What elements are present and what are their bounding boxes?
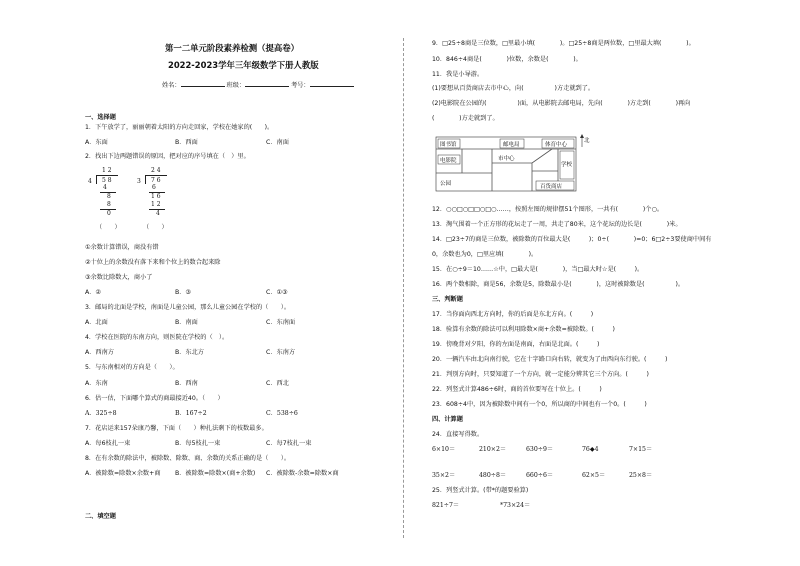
map-center: 市中心 [498,156,515,162]
calc-item: 62×5＝ [582,472,606,479]
q5-option-b[interactable]: B．西南 [175,380,198,387]
div2-divisor: 3 [137,178,141,185]
map-school: 学校 [561,162,573,168]
column-divider [403,38,404,538]
section-judge-heading: 三、判断题 [432,296,463,303]
question-17: 17．当你面向西北方向时，你的后面是东北方向。( ) [432,311,594,318]
q25-item-2: *73×24＝ [500,502,531,509]
question-10: 10．846÷4商是( )位数，余数是( )。 [432,56,582,63]
div1-step3: 8 [107,201,111,208]
question-5: 5．与东南相对的方向是（ ）。 [85,364,179,371]
div2-top-line [145,175,167,176]
question-11: 11．我是小导游。 [432,71,484,78]
q4-option-a[interactable]: A．西南方 [85,349,114,356]
div1-top-line [96,175,118,176]
div2-step2: 1 6 [151,193,161,200]
question-8: 8．在有余数的除法中，被除数、除数、商、余数的关系正确的是（ ）。 [85,455,291,462]
q1-option-a[interactable]: A．东面 [85,139,108,146]
div1-quotient: 1 2 [102,167,112,174]
page-subtitle: 2022-2023学年三年级数学下册人教版 [168,60,319,70]
div1-dividend: 5 8 [102,177,112,184]
question-25: 25．列竖式计算。(带*的题要验算) [432,487,529,494]
q1-option-b[interactable]: B．西面 [175,139,198,146]
q7-option-a[interactable]: A．每6枝扎一束 [85,440,131,447]
q2-option-c[interactable]: C．①③ [266,289,288,296]
question-22: 22．列竖式计算486÷6时，商的首位要写在十位上。( ) [432,386,602,393]
div2-dividend: 7 6 [151,177,161,184]
question-16: 16．两个数相除，商是56，余数是5，除数最小是( )，这时被除数是( )。 [432,281,685,288]
class-field[interactable] [245,80,289,87]
calc-item: 660÷6＝ [526,472,554,479]
name-label: 姓名： [162,82,181,89]
map-park: 公园 [440,181,452,187]
q8-option-a[interactable]: A．被除数=除数×余数+商 [85,470,161,477]
calc-item: 210×2＝ [479,446,507,453]
question-4: 4．学校在医院的东南方向，则医院在学校的（ ）。 [85,334,229,341]
q2-reason-1: ①余数计算错误，商没有错 [85,244,159,251]
q7-option-c[interactable]: C．每7枝扎一束 [266,440,312,447]
question-6: 6．估一估，下面哪个算式的商最接近40。（ ） [85,395,224,402]
div1-bracket [96,175,97,184]
q2-reason-2: ②十位上的余数没有落下来和个位上的数合起来除 [85,259,221,266]
q3-option-b[interactable]: B．南面 [175,319,198,326]
question-13: 13．淘气围着一个正方形的花坛走了一周，共走了80米，这个花坛的边长是( )米。 [432,221,682,228]
q8-option-c[interactable]: C．被除数-余数=除数×商 [266,470,339,477]
map-north: 北 [584,138,590,144]
div1-step4: 0 [107,210,111,217]
map-store: 百货商店 [540,184,563,190]
q4-option-b[interactable]: B．东北方 [175,349,204,356]
question-15: 15．在○÷9＝10……☆中，□最大是( )，当□最大时☆是( )。 [432,266,644,273]
q2-option-b[interactable]: B．③ [175,289,191,296]
q5-option-a[interactable]: A．东南 [85,380,108,387]
q5-option-c[interactable]: C．西北 [266,380,289,387]
section-calc-heading: 四、计算题 [432,416,463,423]
map-sports: 体育中心 [545,142,568,148]
q6-option-c[interactable]: C．538÷6 [266,410,298,417]
question-14-cont: 0，余数也为0，□里应填( )。 [432,251,538,258]
calc-item: 25×8＝ [629,472,653,479]
question-19: 19．傍晚背对夕阳，你的左面是南面，右面是北面。( ) [432,341,600,348]
exam-no-field[interactable] [310,80,354,87]
question-7: 7．花店运来157朵康乃馨，下面（ ）种扎法剩下的枝数最多。 [85,425,268,432]
div2-quotient: 2 4 [151,167,161,174]
q6-option-a[interactable]: A．325÷8 [85,410,117,417]
q3-option-c[interactable]: C．东南面 [266,319,296,326]
map-post: 邮电局 [503,142,520,148]
q11-part-3: ( )方走就到了。 [432,115,499,122]
question-21: 21．判别方向时，只要知道了一个方向，就一定能分辨其它三个方向。( ) [432,371,649,378]
question-3: 3．邮局的北面是学校，南面是儿童公园，那么儿童公园在学校的（ ）。 [85,304,291,311]
q1-option-c[interactable]: C．南面 [266,139,289,146]
student-info-line [162,80,354,90]
div1-step2: 8 [107,193,111,200]
div1-divisor: 4 [88,178,92,185]
div1-step1: 4 [103,184,107,191]
name-field[interactable] [181,80,225,87]
calc-item: 35×2＝ [432,472,456,479]
question-18: 18．验算有余数的除法可以利用除数×商+余数=被除数。( ) [432,326,615,333]
q4-option-c[interactable]: C．东南方 [266,349,296,356]
calc-item: 76◆4 [582,446,599,453]
q11-part-2: (2)电影院在公园的( )面，从电影院去邮电局，先向( )方走到( )再向 [432,100,691,107]
long-division-1 [88,163,128,223]
div2-step4: 4 [156,210,160,217]
q6-option-b[interactable]: B．167÷2 [175,410,207,417]
q11-part-1: (1)要想从百货商店去市中心，向( )方走就到了。 [432,85,595,92]
calc-item: 6×10＝ [432,446,456,453]
q7-option-b[interactable]: B．每5枝扎一束 [175,440,221,447]
long-division-2 [137,163,177,223]
calc-item: 480÷8＝ [479,472,507,479]
question-20: 20．一辆汽车由北向南行驶，它在十字路口向右转，就变为了由西向东行驶。( ) [432,356,668,363]
q2-option-a[interactable]: A．② [85,289,101,296]
section-fill-heading: 二、填空题 [85,513,116,520]
question-1: 1．下午放学了，丽丽朝着太阳的方向走回家，学校在她家的( )。 [85,124,274,131]
section-choice-heading: 一、选择题 [85,114,116,121]
calc-item: 630÷9＝ [526,446,554,453]
question-24: 24．直接写得数。 [432,431,484,438]
div1-answer-paren[interactable]: （ ） [96,224,121,231]
question-9: 9．□25÷8商是三位数，□里最小填( )。□25÷8商是两位数，□里最大填( )。 [432,40,695,47]
div2-step3: 1 2 [151,201,161,208]
page-title: 第一二单元阶段素养检测（提高卷） [165,43,299,53]
q8-option-b[interactable]: B．被除数=除数×(商+余数) [175,470,256,477]
question-2: 2．找出下边两题错误的原因，把对应的序号填在（ ）里。 [85,153,250,160]
town-map [432,133,592,195]
question-23: 23．608÷4中，因为被除数中间有一个0，所以商的中间也有一个0。( ) [432,401,647,408]
q3-option-a[interactable]: A．北面 [85,319,108,326]
exam-no-label: 考号： [291,82,310,89]
div2-answer-paren[interactable]: （ ） [143,224,168,231]
question-14: 14．□23÷7的商是三位数，被除数的百位最大是( )；0÷( )=0；6□2÷3要使商中间有 [432,236,712,243]
div2-step1: 6 [152,184,156,191]
question-12: 12．○○□○□□○□○……，按照左图的规律摆51个图形，一共有( )个○。 [432,206,664,213]
map-library: 图书馆 [440,142,457,148]
q2-reason-3: ③余数比除数大，商小了 [85,274,153,281]
div2-bracket [145,175,146,184]
calc-item: 7×15＝ [629,446,653,453]
q25-item-1: 821÷7＝ [432,502,460,509]
class-label: 班级： [226,82,246,89]
map-cinema: 电影院 [440,158,457,164]
